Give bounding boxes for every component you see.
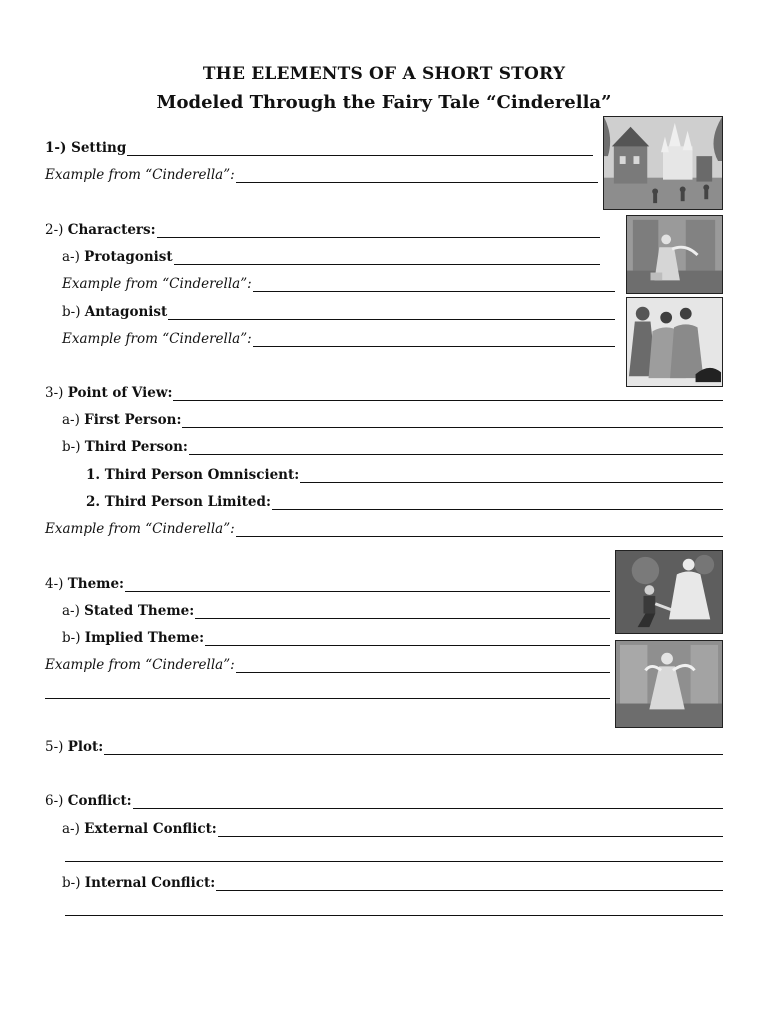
limited-row — [86, 494, 723, 510]
example-label: Example from “Cinderella”: — [62, 331, 252, 347]
theme-extra-line[interactable] — [45, 698, 610, 699]
external-conflict-row — [62, 821, 723, 837]
setting-label: 1-) Setting — [45, 140, 127, 156]
omniscient-answer-line[interactable] — [300, 469, 723, 483]
setting-row — [45, 140, 593, 156]
theme-answer-line[interactable] — [125, 578, 610, 592]
pov-example-row — [45, 521, 723, 537]
pov-answer-line[interactable] — [173, 387, 723, 401]
theme-row — [45, 576, 610, 592]
limited-label: 2. Third Person Limited: — [86, 494, 271, 510]
stated-theme-answer-line[interactable] — [195, 605, 610, 619]
limited-answer-line[interactable] — [272, 496, 723, 510]
characters-row — [45, 222, 600, 238]
stated-theme-row — [62, 603, 610, 619]
stated-theme-label: a-) Stated Theme: — [62, 603, 195, 619]
internal-conflict-answer-line[interactable] — [216, 877, 723, 891]
setting-example-line[interactable] — [236, 169, 598, 183]
setting-answer-line[interactable] — [127, 142, 593, 156]
third-person-row — [62, 439, 723, 455]
worksheet-title: THE ELEMENTS OF A SHORT STORY — [202, 64, 566, 84]
internal-conflict-label: b-) Internal Conflict: — [62, 875, 216, 891]
antagonist-label: b-) Antagonist — [62, 304, 168, 320]
pov-label: 3-) Point of View: — [45, 385, 173, 401]
worksheet-subtitle: Modeled Through the Fairy Tale “Cinderella” — [156, 92, 612, 113]
cinderella-cleaning-image — [626, 215, 723, 294]
pov-example-line[interactable] — [236, 523, 723, 537]
antagonist-example-line[interactable] — [253, 333, 615, 347]
pov-row — [45, 385, 723, 401]
plot-label: 5-) Plot: — [45, 739, 104, 755]
external-conflict-answer-line[interactable] — [218, 823, 723, 837]
third-person-answer-line[interactable] — [189, 441, 723, 455]
first-person-row — [62, 412, 723, 428]
implied-theme-answer-line[interactable] — [205, 632, 610, 646]
antagonist-row — [62, 304, 615, 320]
setting-example-row — [45, 167, 598, 183]
glass-slipper-image — [615, 550, 723, 634]
example-label: Example from “Cinderella”: — [45, 167, 235, 183]
conflict-answer-line[interactable] — [133, 795, 723, 809]
protagonist-row — [62, 249, 600, 265]
implied-theme-label: b-) Implied Theme: — [62, 630, 205, 646]
external-conflict-label: a-) External Conflict: — [62, 821, 217, 837]
external-conflict-extra-line[interactable] — [65, 861, 723, 862]
first-person-label: a-) First Person: — [62, 412, 182, 428]
internal-conflict-extra-line[interactable] — [65, 915, 723, 916]
characters-answer-line[interactable] — [157, 224, 600, 238]
internal-conflict-row — [62, 875, 723, 891]
cinderella-dancing-image — [615, 640, 723, 728]
example-label: Example from “Cinderella”: — [45, 657, 235, 673]
theme-label: 4-) Theme: — [45, 576, 125, 592]
conflict-label: 6-) Conflict: — [45, 793, 132, 809]
third-person-label: b-) Third Person: — [62, 439, 188, 455]
theme-example-row — [45, 657, 610, 673]
implied-theme-row — [62, 630, 610, 646]
example-label: Example from “Cinderella”: — [62, 276, 252, 292]
protagonist-example-row — [62, 276, 615, 292]
antagonist-answer-line[interactable] — [168, 306, 615, 320]
castle-image — [603, 116, 723, 210]
protagonist-label: a-) Protagonist — [62, 249, 173, 265]
theme-example-line[interactable] — [236, 659, 610, 673]
characters-label: 2-) Characters: — [45, 222, 156, 238]
omniscient-label: 1. Third Person Omniscient: — [86, 467, 300, 483]
example-label: Example from “Cinderella”: — [45, 521, 235, 537]
protagonist-example-line[interactable] — [253, 278, 615, 292]
conflict-row — [45, 793, 723, 809]
protagonist-answer-line[interactable] — [174, 251, 600, 265]
antagonist-example-row — [62, 331, 615, 347]
plot-row — [45, 739, 723, 755]
omniscient-row — [86, 467, 723, 483]
plot-answer-line[interactable] — [104, 741, 723, 755]
stepfamily-image — [626, 297, 723, 387]
first-person-answer-line[interactable] — [182, 414, 723, 428]
